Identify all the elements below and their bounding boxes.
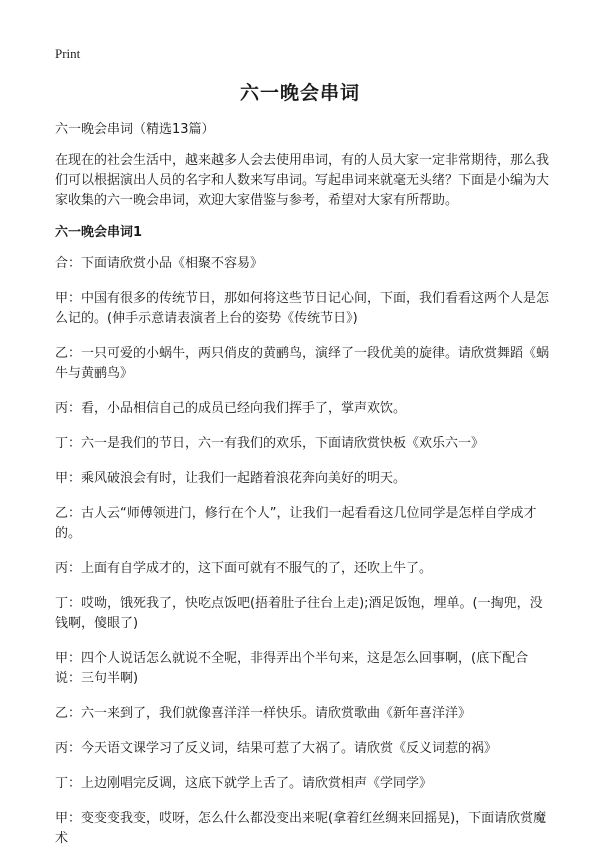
script-line: 乙：古人云“师傅领进门，修行在个人”，让我们一起看看这几位同学是怎样自学成才的。 <box>55 506 537 541</box>
document-body <box>55 120 549 864</box>
script-line: 丙：看，小品相信自己的成员已经向我们挥手了，掌声欢饮。 <box>55 401 407 416</box>
page-title: 六一晚会串词 <box>239 82 360 104</box>
script-line: 甲：变变变我变，哎呀，怎么什么都没变出来呢(拿着红丝绸来回摇晃)，下面请欣赏魔术 <box>55 811 547 846</box>
script-line: 丙：今天语文课学习了反义词，结果可惹了大祸了。请欣赏《反义词惹的祸》 <box>55 741 498 756</box>
script-line: 合：下面请欣赏小品《相聚不容易》 <box>55 256 264 271</box>
script-line: 甲：中国有很多的传统节日，那如何将这些节日记心间，下面，我们看看这两个人是怎么记的。(伸手示意请表演者上台的姿势《传统节日》) <box>55 291 550 326</box>
intro-paragraph: 在现在的社会生活中，越来越多人会去使用串词，有的人员大家一定非常期待，那么我们可以根据演出人员的名字和人数来写串词。写起串词来就毫无头绪？下面是小编为大家收集的六一晚会串词，欢迎大家借鉴与参考，希望对大家有所帮助。 <box>55 153 550 208</box>
script-line: 丙：上面有自学成才的，这下面可就有不服气的了，还吹上牛了。 <box>55 561 433 576</box>
print-link[interactable]: Print <box>55 46 81 61</box>
script-line: 甲：乘风破浪会有时，让我们一起踏着浪花奔向美好的明天。 <box>55 471 407 486</box>
script-line: 丁：哎呦，饿死我了，快吃点饭吧(捂着肚子往台上走);酒足饭饱，埋单。(一掏兜，没钱啊，傻眼了) <box>55 596 543 631</box>
script-line: 丁：六一是我们的节日，六一有我们的欢乐，下面请欣赏快板《欢乐六一》 <box>55 436 485 451</box>
script-line: 乙：六一来到了，我们就像喜洋洋一样快乐。请欣赏歌曲《新年喜洋洋》 <box>55 706 472 721</box>
section-heading: 六一晚会串词1 <box>55 225 143 240</box>
document-subtitle: 六一晚会串词（精选13篇） <box>55 122 215 137</box>
script-line: 甲：四个人说话怎么就说不全呢，非得弄出个半句来，这是怎么回事啊，(底下配合说：三句半啊) <box>55 651 529 686</box>
script-line: 乙：一只可爱的小蜗牛，两只俏皮的黄鹂鸟，演绎了一段优美的旋律。请欣赏舞蹈《蜗牛与黄鹂鸟》 <box>55 346 550 381</box>
script-line: 丁：上边刚唱完反调，这底下就学上舌了。请欣赏相声《学同学》 <box>55 776 433 791</box>
